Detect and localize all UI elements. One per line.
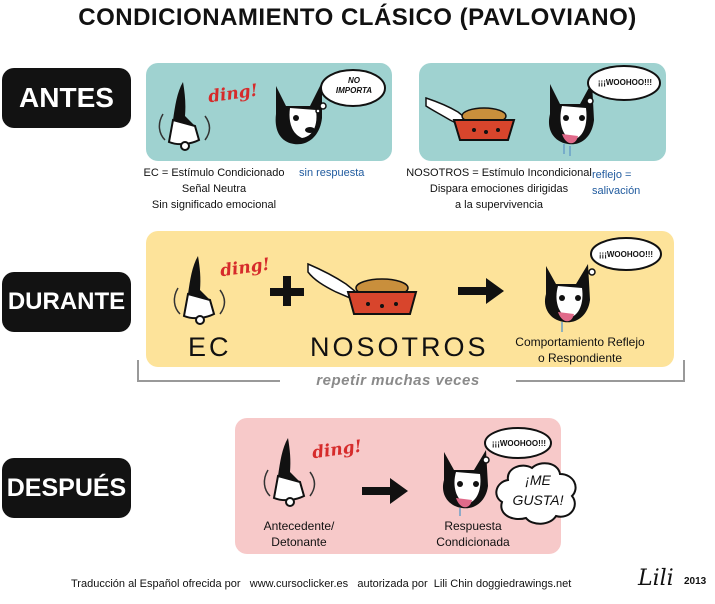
ec-caption-line-3: Sin significado emocional bbox=[151, 199, 277, 211]
ding-text: ding! bbox=[206, 80, 260, 108]
ec-caption-line-2: Señal Neutra bbox=[181, 183, 247, 195]
bell-icon bbox=[155, 74, 215, 154]
ding-text: ding! bbox=[310, 436, 364, 464]
reflejo-label bbox=[592, 167, 640, 199]
nosotros-caption-line-1: NOSOTROS = Estímulo Incondicional bbox=[406, 167, 592, 179]
repetir-label: repetir muchas veces bbox=[280, 372, 516, 389]
ec-label: EC bbox=[188, 332, 232, 362]
comportamiento-line-1: Comportamiento Reflejo bbox=[515, 335, 645, 349]
bell-icon bbox=[260, 430, 320, 510]
stage-tag-antes bbox=[2, 68, 131, 128]
antecedente-line-2: Detonante bbox=[271, 535, 327, 549]
stage-tag-despues bbox=[2, 458, 131, 518]
antecedente-line-1: Antecedente/ bbox=[263, 519, 335, 533]
bubble-line-1: NO bbox=[348, 76, 360, 85]
me-gusta-line-2: GUSTA! bbox=[512, 492, 564, 508]
thought-bubble-text: ¡¡¡WOOHOO!!! bbox=[491, 439, 547, 448]
nosotros-label: NOSOTROS bbox=[310, 332, 489, 362]
respuesta-caption bbox=[418, 518, 528, 550]
page-title: CONDICIONAMIENTO CLÁSICO (PAVLOVIANO) bbox=[78, 4, 637, 31]
hand-food-bowl-icon bbox=[306, 258, 426, 322]
plus-icon bbox=[270, 276, 304, 306]
footer-credit: Traducción al Español ofrecida por www.cursoclicker.es autorizada por Lili Chin doggiedrawings.net bbox=[71, 578, 572, 590]
nosotros-caption-line-2: Dispara emociones dirigidas bbox=[429, 183, 569, 195]
comportamiento-line-2: o Respondiente bbox=[537, 351, 623, 365]
arrow-right-icon bbox=[458, 276, 504, 306]
thought-bubble-text: ¡¡¡WOOHOO!!! bbox=[598, 250, 654, 259]
ec-caption bbox=[134, 165, 294, 213]
arrow-right-icon bbox=[362, 476, 408, 506]
reflejo-line-1: reflejo = bbox=[592, 169, 632, 181]
signature-year: 2013 bbox=[684, 576, 707, 587]
me-gusta-line-1: ¡ME bbox=[525, 472, 551, 488]
stage-label-antes: ANTES bbox=[19, 82, 114, 113]
me-gusta-text bbox=[500, 470, 576, 510]
antecedente-caption bbox=[244, 518, 354, 550]
nosotros-caption-line-3: a la supervivencia bbox=[454, 199, 544, 211]
respuesta-line-2: Condicionada bbox=[436, 535, 510, 549]
nosotros-caption bbox=[406, 165, 592, 213]
signature: Lili bbox=[638, 566, 674, 591]
bell-icon bbox=[170, 248, 230, 328]
stage-tag-durante bbox=[2, 272, 131, 332]
ec-caption-line-1: EC = Estímulo Condicionado bbox=[143, 167, 285, 179]
thought-bubble-text bbox=[326, 76, 382, 96]
hand-food-bowl-icon bbox=[424, 90, 534, 146]
reflejo-line-2: salivación bbox=[592, 185, 641, 197]
ding-text: ding! bbox=[218, 254, 272, 282]
thought-bubble-text: ¡¡¡WOOHOO!!! bbox=[597, 78, 653, 87]
bubble-line-2: IMPORTA bbox=[335, 86, 373, 95]
sin-respuesta-label: sin respuesta bbox=[299, 167, 365, 179]
respuesta-line-1: Respuesta bbox=[444, 519, 502, 533]
stage-label-durante: DURANTE bbox=[7, 288, 126, 315]
stage-label-despues: DESPUÉS bbox=[6, 474, 127, 502]
